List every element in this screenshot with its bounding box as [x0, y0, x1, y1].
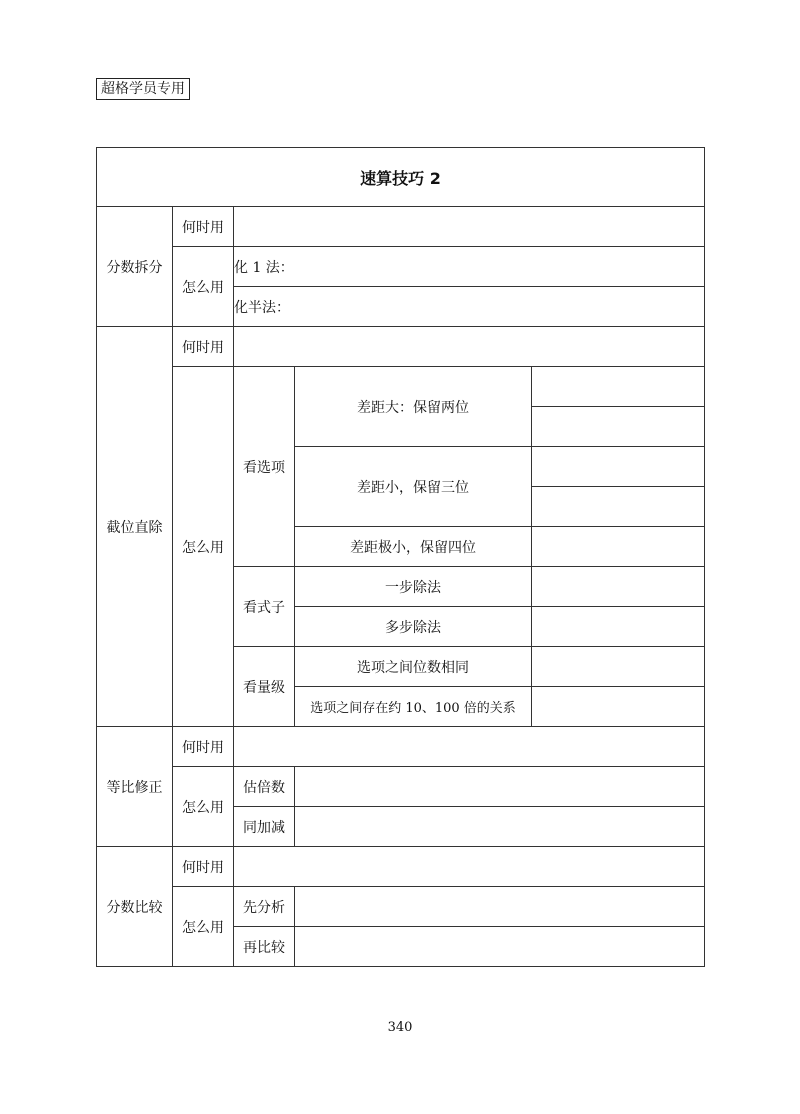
page-number: 340	[387, 1020, 413, 1035]
answer-blank[interactable]	[532, 647, 705, 687]
method-hua-ban[interactable]: 化半法：	[234, 287, 705, 327]
table-row	[97, 727, 705, 767]
look-magnitude-label: 看量级	[234, 647, 295, 727]
answer-blank[interactable]	[532, 687, 705, 727]
when-blank[interactable]	[234, 727, 705, 767]
section-fraction-compare: 分数比较	[97, 847, 173, 967]
table-row	[97, 247, 705, 287]
rule-same-digits: 选项之间位数相同	[295, 647, 532, 687]
table-row	[97, 367, 705, 407]
answer-blank[interactable]	[532, 527, 705, 567]
answer-blank[interactable]	[295, 887, 705, 927]
look-formula-label: 看式子	[234, 567, 295, 647]
student-only-badge: 超格学员专用	[96, 78, 190, 100]
table-row	[97, 767, 705, 807]
answer-blank[interactable]	[295, 927, 705, 967]
title-row	[97, 148, 705, 207]
table-title: 速算技巧 2	[97, 148, 705, 207]
table-row	[97, 847, 705, 887]
when-label: 何时用	[173, 847, 234, 887]
table-row	[97, 887, 705, 927]
when-label: 何时用	[173, 207, 234, 247]
answer-blank[interactable]	[532, 407, 705, 447]
answer-blank[interactable]	[532, 487, 705, 527]
speed-calc-table	[96, 147, 705, 967]
table-row	[97, 207, 705, 247]
answer-blank[interactable]	[532, 567, 705, 607]
answer-blank[interactable]	[532, 447, 705, 487]
section-truncate-divide: 截位直除	[97, 327, 173, 727]
method-same-add-sub: 同加减	[234, 807, 295, 847]
rule-10-100-times: 选项之间存在约 10、100 倍的关系	[295, 687, 532, 727]
section-ratio-correction: 等比修正	[97, 727, 173, 847]
when-blank[interactable]	[234, 327, 705, 367]
look-options-label: 看选项	[234, 367, 295, 567]
method-compare-again: 再比较	[234, 927, 295, 967]
when-blank[interactable]	[234, 847, 705, 887]
method-analyze-first: 先分析	[234, 887, 295, 927]
method-estimate-multiple: 估倍数	[234, 767, 295, 807]
section-fraction-split: 分数拆分	[97, 207, 173, 327]
method-hua-1[interactable]: 化 1 法：	[234, 247, 705, 287]
table-row	[97, 327, 705, 367]
rule-multi-step: 多步除法	[295, 607, 532, 647]
how-label: 怎么用	[173, 767, 234, 847]
when-blank[interactable]	[234, 207, 705, 247]
when-label: 何时用	[173, 327, 234, 367]
when-label: 何时用	[173, 727, 234, 767]
answer-blank[interactable]	[532, 367, 705, 407]
answer-blank[interactable]	[295, 767, 705, 807]
rule-tiny-gap: 差距极小，保留四位	[295, 527, 532, 567]
answer-blank[interactable]	[295, 807, 705, 847]
how-label: 怎么用	[173, 367, 234, 727]
rule-large-gap: 差距大：保留两位	[295, 367, 532, 447]
how-label: 怎么用	[173, 887, 234, 967]
rule-small-gap: 差距小，保留三位	[295, 447, 532, 527]
how-label: 怎么用	[173, 247, 234, 327]
rule-one-step: 一步除法	[295, 567, 532, 607]
answer-blank[interactable]	[532, 607, 705, 647]
